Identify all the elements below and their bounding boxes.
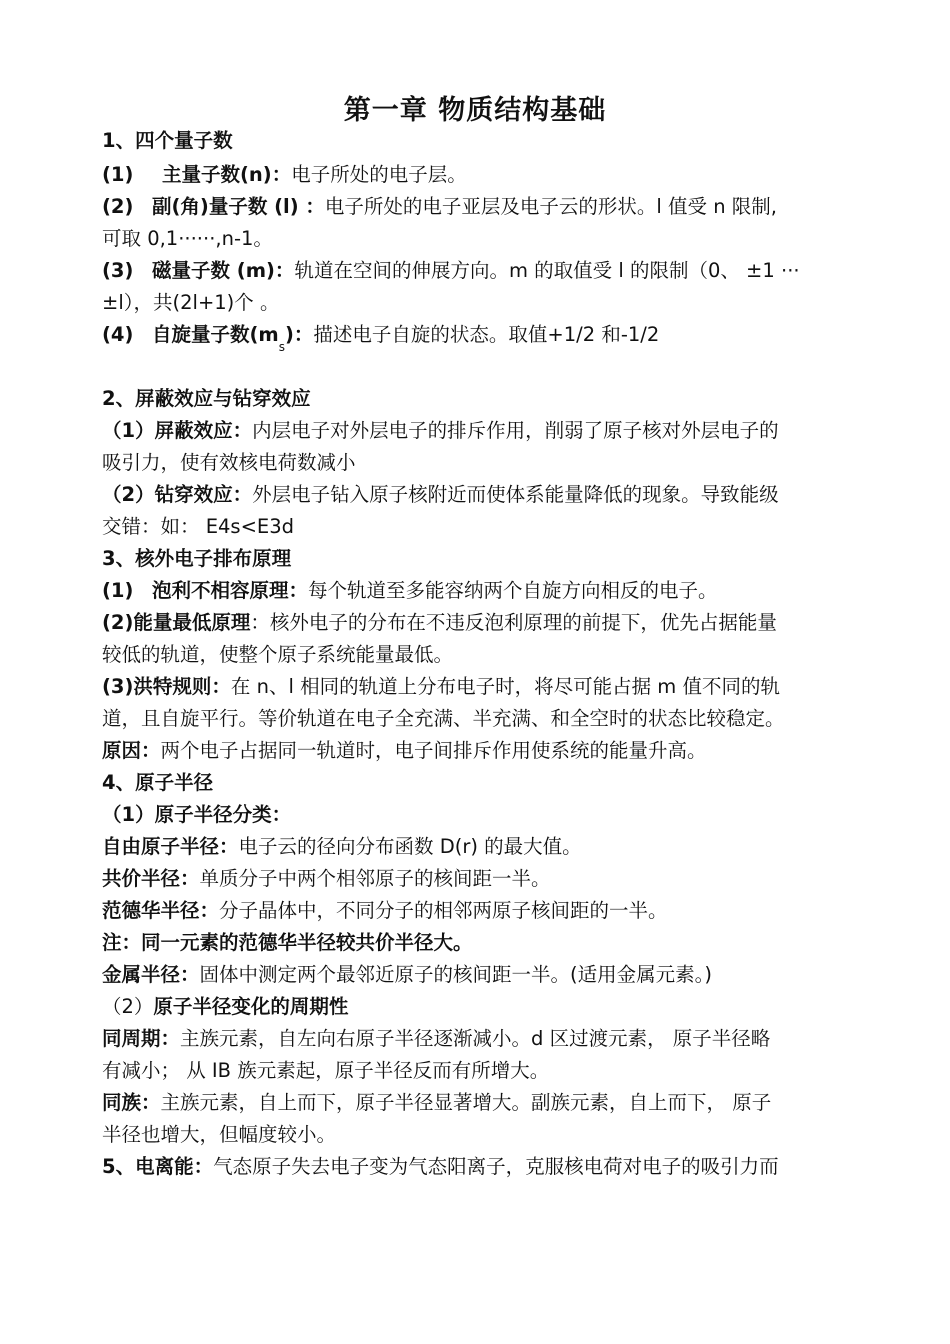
s2-item-1-continued: 吸引力，使有效核电荷数减小 [102, 451, 356, 474]
section-2-heading: 2、屏蔽效应与钻穿效应 [102, 387, 311, 410]
s4-radius-metal [102, 961, 862, 989]
s4-note: 注：同一元素的范德华半径较共价半径大。 [102, 931, 473, 954]
s1-item-3-text: 轨道在空间的伸展方向。m 的取值受 l 的限制（0、 ±1 ··· [294, 259, 800, 282]
s1-item-3-label: 磁量子数 (m)： [152, 259, 295, 282]
s2-item-2-label: （2）钻穿效应： [102, 483, 253, 506]
s2-item-1 [102, 417, 862, 445]
s4-radius-free-text: 电子云的径向分布函数 D(r) 的最大值。 [238, 835, 582, 858]
s3-item-1-number: (1) [102, 579, 134, 602]
s3-item-2-label: (2)能量最低原理 [102, 611, 251, 634]
s1-item-2 [102, 193, 862, 221]
s4-radius-vdw [102, 897, 862, 925]
s4-radius-covalent [102, 865, 862, 893]
section-5-text: 气态原子失去电子变为气态阳离子，克服核电荷对电子的吸引力而 [213, 1155, 779, 1178]
s1-item-3-number: (3) [102, 259, 134, 282]
s4-group-continued: 半径也增大，但幅度较小。 [102, 1123, 337, 1146]
s4-radius-covalent-text: 单质分子中两个相邻原子的核间距一半。 [199, 867, 551, 890]
s4-subheading-2-label: 原子半径变化的周期性 [153, 995, 349, 1018]
s4-radius-metal-label: 金属半径： [102, 963, 200, 986]
s3-item-1-label: 泡利不相容原理： [152, 579, 309, 602]
s3-item-2-text: ：核外电子的分布在不违反泡利原理的前提下，优先占据能量 [250, 611, 777, 634]
s1-item-1 [102, 161, 862, 189]
s2-item-1-label: （1）屏蔽效应： [102, 419, 253, 442]
s3-item-3-continued: 道，且自旋平行。等价轨道在电子全充满、半充满、和全空时的状态比较稳定。 [102, 707, 785, 730]
s4-period-continued: 有减小； 从 IB 族元素起，原子半径反而有所增大。 [102, 1059, 550, 1082]
s1-item-1-label: 主量子数(n)： [162, 163, 292, 186]
s4-group [102, 1089, 862, 1117]
s4-group-label: 同族： [102, 1091, 161, 1114]
s3-item-3-text: 在 n、l 相同的轨道上分布电子时，将尽可能占据 m 值不同的轨 [230, 675, 780, 698]
section-4-heading: 4、原子半径 [102, 771, 214, 794]
s4-radius-free [102, 833, 862, 861]
section-3-heading: 3、核外电子排布原理 [102, 547, 292, 570]
s4-radius-covalent-label: 共价半径： [102, 867, 200, 890]
s1-item-1-number: (1) [102, 163, 134, 186]
s4-radius-vdw-label: 范德华半径： [102, 899, 220, 922]
s3-reason-label: 原因： [102, 739, 161, 762]
s1-item-4-subscript: s [278, 340, 285, 354]
section-5 [102, 1153, 862, 1181]
s1-item-2-number: (2) [102, 195, 134, 218]
s4-group-text: 主族元素，自上而下，原子半径显著增大。副族元素，自上而下， 原子 [160, 1091, 772, 1114]
s1-item-4 [102, 321, 862, 361]
s3-item-1-text: 每个轨道至多能容纳两个自旋方向相反的电子。 [308, 579, 718, 602]
section-1-heading: 1、四个量子数 [102, 129, 233, 152]
s1-item-2-text: 电子所处的电子亚层及电子云的形状。l 值受 n 限制, [324, 195, 777, 218]
s2-item-2-continued: 交错：如： E4s<E3d [102, 515, 295, 538]
s2-item-1-text: 内层电子对外层电子的排斥作用，削弱了原子核对外层电子的 [252, 419, 779, 442]
s1-item-4-label: 自旋量子数(m [152, 323, 279, 346]
s3-item-3-label: (3)洪特规则： [102, 675, 231, 698]
s1-item-4-label-end: )： [285, 323, 314, 346]
s1-item-3-continued: ±l），共(2l+1)个 。 [102, 291, 280, 314]
s1-item-2-label: 副(角)量子数 (l) ： [152, 195, 325, 218]
s4-period-text: 主族元素，自左向右原子半径逐渐减小。d 区过渡元素， 原子半径略 [180, 1027, 771, 1050]
s3-item-2 [102, 609, 862, 637]
s1-item-1-text: 电子所处的电子层。 [291, 163, 467, 186]
s4-subheading-1: （1）原子半径分类： [102, 803, 292, 826]
s4-subheading-2-number: （2） [102, 995, 154, 1018]
s4-period-label: 同周期： [102, 1027, 181, 1050]
s4-subheading-2 [102, 993, 862, 1021]
s4-radius-vdw-text: 分子晶体中，不同分子的相邻两原子核间距的一半。 [219, 899, 668, 922]
s3-reason [102, 737, 862, 765]
s3-item-1 [102, 577, 862, 605]
section-5-label: 5、电离能： [102, 1155, 214, 1178]
s2-item-2 [102, 481, 862, 509]
s4-radius-free-label: 自由原子半径： [102, 835, 239, 858]
s4-radius-metal-text: 固体中测定两个最邻近原子的核间距一半。(适用金属元素。) [199, 963, 712, 986]
s2-item-2-text: 外层电子钻入原子核附近而使体系能量降低的现象。导致能级 [252, 483, 779, 506]
s3-item-3 [102, 673, 862, 701]
s1-item-4-number: (4) [102, 323, 134, 346]
chapter-title: 第一章 物质结构基础 [343, 95, 607, 126]
s1-item-2-continued: 可取 0,1······,n-1。 [102, 227, 273, 250]
s1-item-4-text: 描述电子自旋的状态。取值+1/2 和-1/2 [313, 323, 660, 346]
s4-period [102, 1025, 862, 1053]
s3-item-2-continued: 较低的轨道，使整个原子系统能量最低。 [102, 643, 454, 666]
s3-reason-text: 两个电子占据同一轨道时，电子间排斥作用使系统的能量升高。 [160, 739, 707, 762]
s1-item-3 [102, 257, 862, 285]
